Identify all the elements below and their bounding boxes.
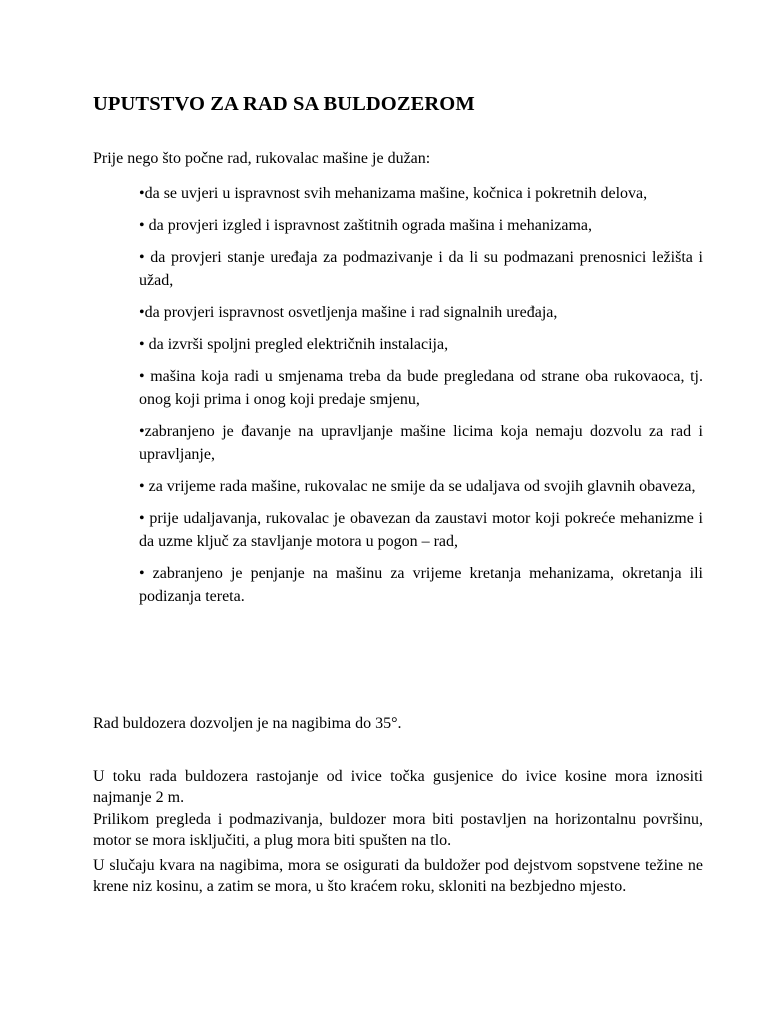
list-item: •da se uvjeri u ispravnost svih mehanizama mašine, kočnica i pokretnih delova,: [139, 185, 648, 202]
intro-text: Prije nego što počne rad, rukovalac mašine je dužan:: [93, 150, 431, 167]
list-item: • prije udaljavanja, rukovalac je obavezan da zaustavi motor koji pokreće mehanizme i da uzme ključ za stavljanje motora u pogon – rad,: [139, 510, 703, 550]
paragraph-inspection: Prilikom pregleda i podmazivanja, buldozer mora biti postavljen na horizontalnu površinu, motor se mora isključiti, a plug mora biti spušten na tlo.: [93, 811, 703, 849]
list-item: • za vrijeme rada mašine, rukovalac ne smije da se udaljava od svojih glavnih obaveza,: [139, 478, 696, 495]
list-item: • zabranjeno je penjanje na mašinu za vrijeme kretanja mehanizama, okretanja ili podizanja tereta.: [139, 565, 703, 605]
paragraph-breakdown: U slučaju kvara na nagibima, mora se osigurati da buldožer pod dejstvom sopstvene težine ne krene niz kosinu, a zatim se mora, u što kraćem roku, skloniti na bezbjedno mjesto.: [93, 857, 703, 895]
list-item: • da izvrši spoljni pregled električnih instalacija,: [139, 336, 449, 353]
document-title: UPUTSTVO ZA RAD SA BULDOZEROM: [93, 93, 475, 115]
paragraph-edge-distance: U toku rada buldozera rastojanje od ivice točka gusjenice do ivice kosine mora iznositi najmanje 2 m.: [93, 768, 703, 806]
list-item: • da provjeri izgled i ispravnost zaštitnih ograda mašina i mehanizama,: [139, 217, 593, 234]
paragraph-slope-limit: Rad buldozera dozvoljen je na nagibima do 35°.: [93, 715, 402, 732]
list-item: • mašina koja radi u smjenama treba da bude pregledana od strane oba rukovaoca, tj. onog koji prima i onog koji predaje smjenu,: [139, 368, 703, 408]
list-item: • da provjeri stanje uređaja za podmazivanje i da li su podmazani prenosnici ležišta i užad,: [139, 249, 703, 289]
list-item: •zabranjeno je đavanje na upravljanje mašine licima koja nemaju dozvolu za rad i upravljanje,: [139, 423, 703, 463]
duties-list: [139, 182, 703, 617]
list-item: •da provjeri ispravnost osvetljenja mašine i rad signalnih uređaja,: [139, 304, 558, 321]
